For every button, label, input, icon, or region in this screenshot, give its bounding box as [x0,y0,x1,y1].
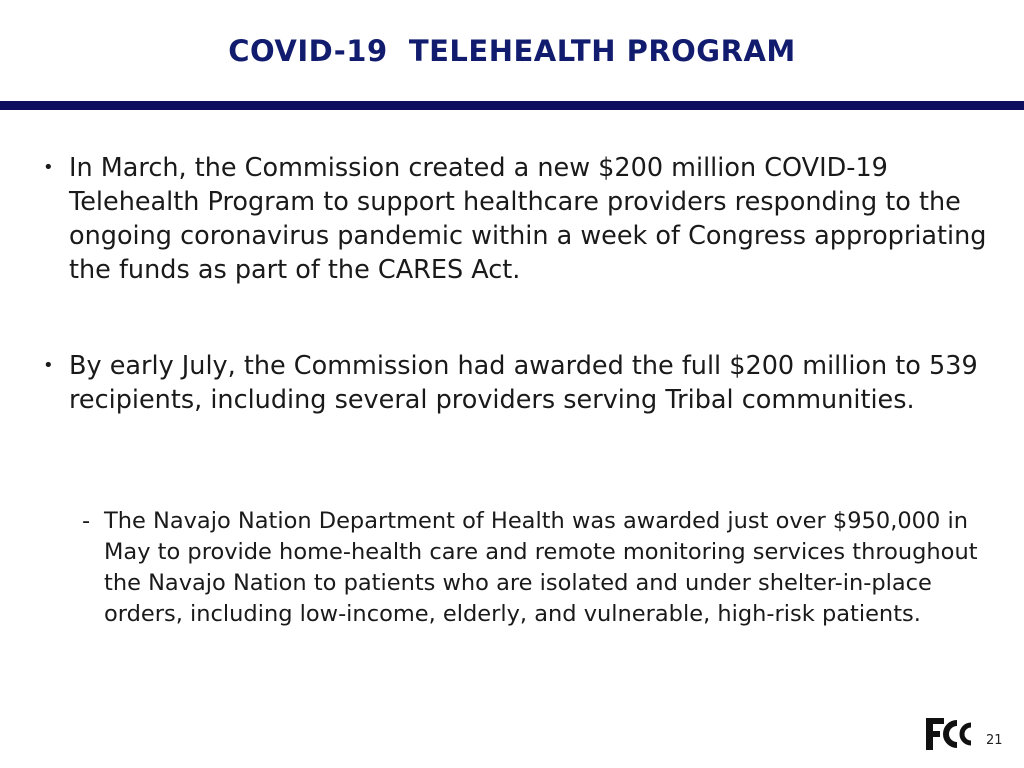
bullet-text: By early July, the Commission had awarded the full $200 million to 539 recipients, including several providers serving Tribal communities. [69,351,978,415]
sub-bullet-text: The Navajo Nation Department of Health was awarded just over $950,000 in May to provide home-health care and remote monitoring services throughout the Navajo Nation to patients who are isolated and under shelter-in-place orders, including low-income, elderly, and vulnerable, high-risk patients. [104,508,978,627]
page-number: 21 [986,733,1003,748]
sub-bullet-marker: - [82,508,91,534]
bullet-text: In March, the Commission created a new $200 million COVID-19 Telehealth Program to support healthcare providers responding to the ongoing coronavirus pandemic within a week of Congress appropriating the funds as part of the CARES Act. [69,153,987,285]
fcc-logo-icon [925,716,975,752]
slide-title: COVID-19 TELEHEALTH PROGRAM [228,34,796,68]
bullet-marker: • [43,157,54,178]
title-divider [0,101,1024,110]
sub-bullet-item [82,506,984,630]
bullet-item-1 [43,151,989,287]
bullet-item-2 [43,349,989,417]
bullet-marker: • [43,355,54,376]
